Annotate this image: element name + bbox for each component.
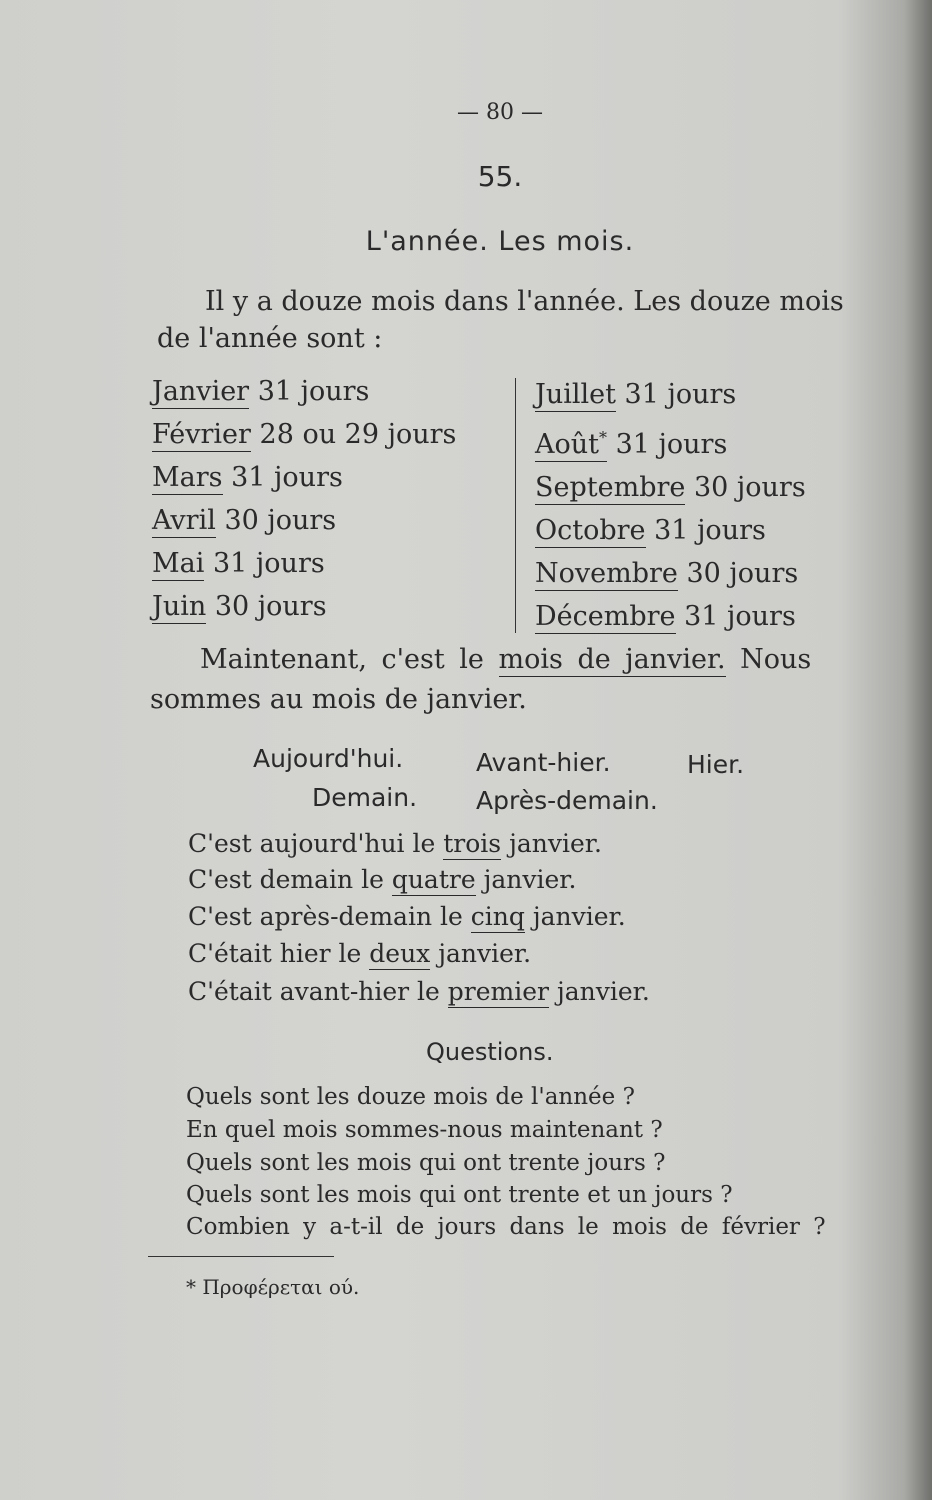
month-row — [152, 456, 456, 499]
date-line — [188, 826, 602, 862]
month-name: Décembre — [535, 601, 676, 632]
word-day-after-tomorrow: Après-demain. — [476, 786, 658, 815]
date-ordinal: premier — [447, 977, 549, 1006]
month-days: 31 jours — [615, 429, 728, 460]
date-after: janvier. — [438, 939, 532, 968]
word-today: Aujourd'hui. — [253, 744, 404, 773]
date-after: janvier. — [532, 902, 626, 931]
month-row — [152, 499, 456, 542]
current-month-underlined: mois de janvier. — [498, 644, 726, 675]
month-row — [152, 542, 456, 585]
question: Quels sont les mois qui ont trente et un jours ? — [186, 1182, 733, 1208]
month-row — [535, 595, 806, 638]
date-before: C'est après-demain le — [188, 902, 463, 931]
word-tomorrow: Demain. — [312, 783, 418, 812]
month-name: Mai — [152, 548, 205, 579]
date-ordinal: deux — [369, 939, 431, 968]
month-name: Janvier — [152, 376, 250, 407]
month-days: 28 ou 29 jours — [259, 419, 457, 450]
date-ordinal: quatre — [391, 865, 476, 894]
month-row — [535, 552, 806, 595]
month-row — [535, 373, 806, 416]
current-month-after: Nous — [740, 644, 812, 675]
question: Combien y a-t-il de jours dans le mois de février ? — [186, 1214, 826, 1240]
month-row — [152, 585, 456, 628]
month-days: 30 jours — [224, 505, 337, 536]
months-left-column — [152, 370, 456, 628]
month-name: Février — [152, 419, 251, 450]
month-days: 31 jours — [624, 379, 737, 410]
month-row — [152, 370, 456, 413]
footnote: * Προφέρεται ού. — [186, 1275, 360, 1299]
page-number: — 80 — — [457, 100, 543, 125]
date-before: C'est demain le — [188, 865, 384, 894]
month-days: 30 jours — [214, 591, 327, 622]
date-before: C'était hier le — [188, 939, 362, 968]
footnote-mark: * — [599, 428, 607, 447]
month-name: Juin — [152, 591, 207, 622]
month-days: 30 jours — [686, 558, 799, 589]
question: Quels sont les mois qui ont trente jours ? — [186, 1150, 666, 1176]
date-line — [188, 862, 576, 898]
month-row — [152, 413, 456, 456]
month-name: Septembre — [535, 472, 686, 503]
month-name: Avril — [152, 505, 216, 536]
date-line — [188, 974, 650, 1010]
current-month-line-1 — [200, 644, 811, 675]
date-before: C'était avant-hier le — [188, 977, 440, 1006]
month-name: Juillet — [535, 379, 616, 410]
month-row — [535, 466, 806, 509]
date-after: janvier. — [509, 829, 602, 858]
month-row — [535, 509, 806, 552]
column-divider — [515, 378, 516, 633]
month-name: Août — [535, 429, 599, 460]
month-days: 31 jours — [231, 462, 343, 493]
date-line — [188, 936, 531, 972]
month-row — [535, 416, 806, 466]
date-after: janvier. — [556, 977, 650, 1006]
month-days: 31 jours — [212, 548, 325, 579]
month-name: Novembre — [535, 558, 678, 589]
month-days: 31 jours — [654, 515, 766, 546]
month-days: 31 jours — [684, 601, 796, 632]
date-after: janvier. — [483, 865, 577, 894]
date-ordinal: trois — [443, 829, 502, 858]
intro-line-2: de l'année sont : — [157, 323, 383, 354]
question: En quel mois sommes-nous maintenant ? — [186, 1117, 663, 1143]
word-yesterday: Hier. — [687, 750, 745, 779]
months-right-column — [535, 373, 806, 638]
questions-heading: Questions. — [426, 1038, 554, 1066]
month-days: 31 jours — [257, 376, 370, 407]
date-ordinal: cinq — [470, 902, 525, 931]
month-days: 30 jours — [693, 472, 806, 503]
month-name: Octobre — [535, 515, 646, 546]
current-month-before: Maintenant, c'est le — [200, 644, 484, 675]
word-day-before-yesterday: Avant-hier. — [476, 748, 611, 777]
month-name: Mars — [152, 462, 223, 493]
footnote-rule — [148, 1256, 334, 1257]
current-month-line-2: sommes au mois de janvier. — [150, 684, 527, 715]
lesson-title: L'année. Les mois. — [365, 226, 635, 257]
question: Quels sont les douze mois de l'année ? — [186, 1084, 635, 1110]
date-before: C'est aujourd'hui le — [188, 829, 436, 858]
section-number: 55. — [477, 160, 523, 193]
date-line — [188, 899, 626, 935]
intro-line-1: Il y a douze mois dans l'année. Les douze mois — [205, 286, 844, 317]
